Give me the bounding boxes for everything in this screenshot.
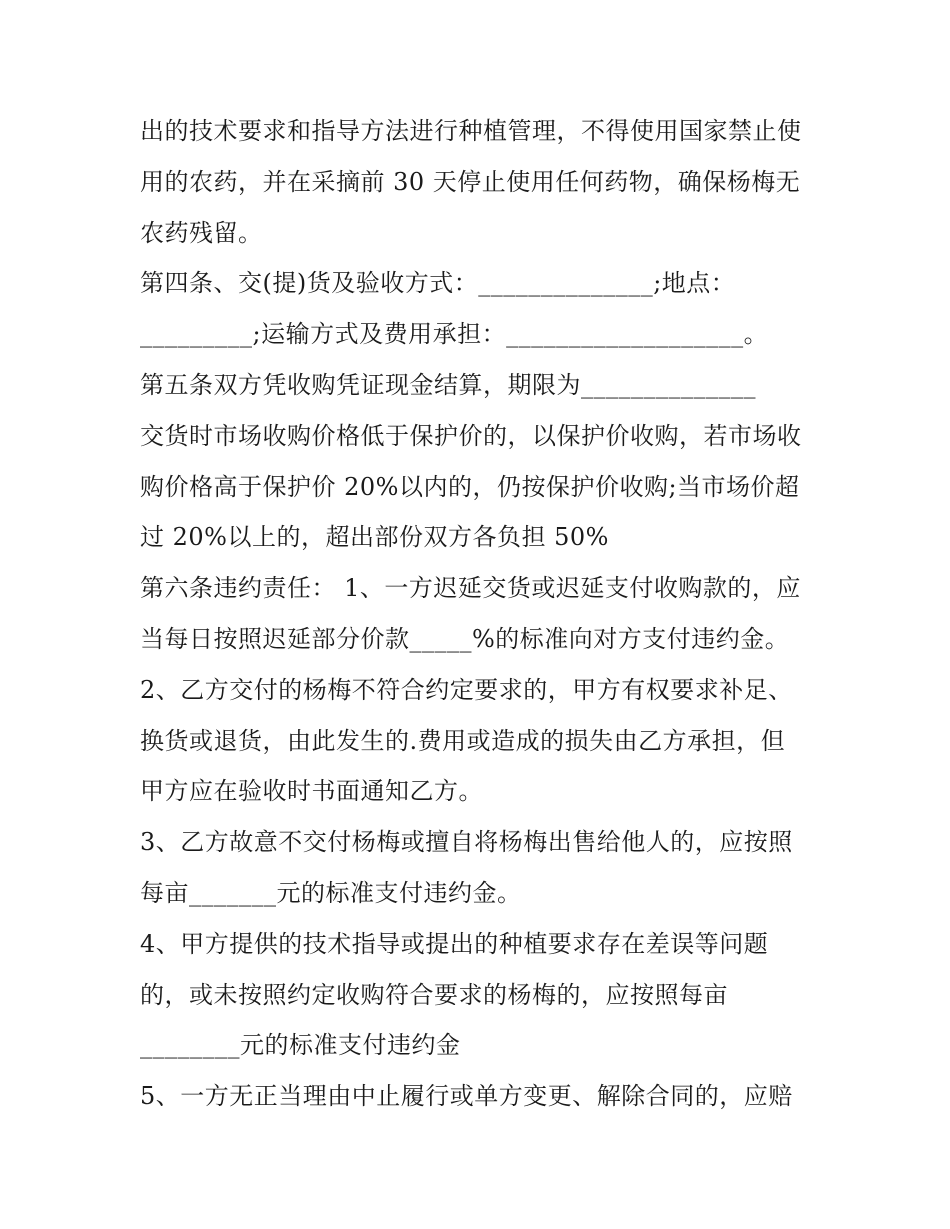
text-line: 交货时市场收购价格低于保护价的，以保护价收购，若市场收 <box>140 421 802 450</box>
liability-item-4: 4、甲方提供的技术指导或提出的种植要求存在差误等问题 <box>140 929 769 958</box>
text-line: 用的农药，并在采摘前 30 天停止使用任何药物，确保杨梅无 <box>140 167 801 196</box>
liability-item-3: 3、乙方故意不交付杨梅或擅自将杨梅出售给他人的，应按照 <box>140 828 793 857</box>
text-line: 当每日按照迟延部分价款_____%的标准向对方支付违约金。 <box>140 624 790 653</box>
text-line: 的，或未按照约定收购符合要求的杨梅的，应按照每亩 <box>140 980 728 1009</box>
article-4-delivery: 第四条、交(提)货及验收方式：______________;地点： <box>140 269 736 298</box>
contract-text <box>140 106 830 1122</box>
text-line: 农药残留。 <box>140 218 263 247</box>
article-6-liability: 第六条违约责任： 1、一方迟延交货或迟延支付收购款的，应 <box>140 574 801 603</box>
text-line: _________;运输方式及费用承担：___________________。 <box>140 320 769 349</box>
text-line: ________元的标准支付违约金 <box>140 1031 461 1060</box>
liability-item-2: 2、乙方交付的杨梅不符合约定要求的，甲方有权要求补足、 <box>140 675 793 704</box>
text-line: 甲方应在验收时书面通知乙方。 <box>140 777 483 806</box>
text-line: 出的技术要求和指导方法进行种植管理，不得使用国家禁止使 <box>140 117 802 145</box>
text-line: 每亩_______元的标准支付违约金。 <box>140 878 522 907</box>
liability-item-5: 5、一方无正当理由中止履行或单方变更、解除合同的，应赔 <box>140 1082 793 1111</box>
text-line: 购价格高于保护价 20%以内的，仍按保护价收购;当市场价超 <box>140 472 800 501</box>
text-line: 过 20%以上的，超出部份双方各负担 50% <box>140 523 609 552</box>
text-line: 换货或退货，由此发生的.费用或造成的损失由乙方承担，但 <box>140 726 786 755</box>
article-5-settlement: 第五条双方凭收购凭证现金结算，期限为______________ <box>140 370 756 399</box>
